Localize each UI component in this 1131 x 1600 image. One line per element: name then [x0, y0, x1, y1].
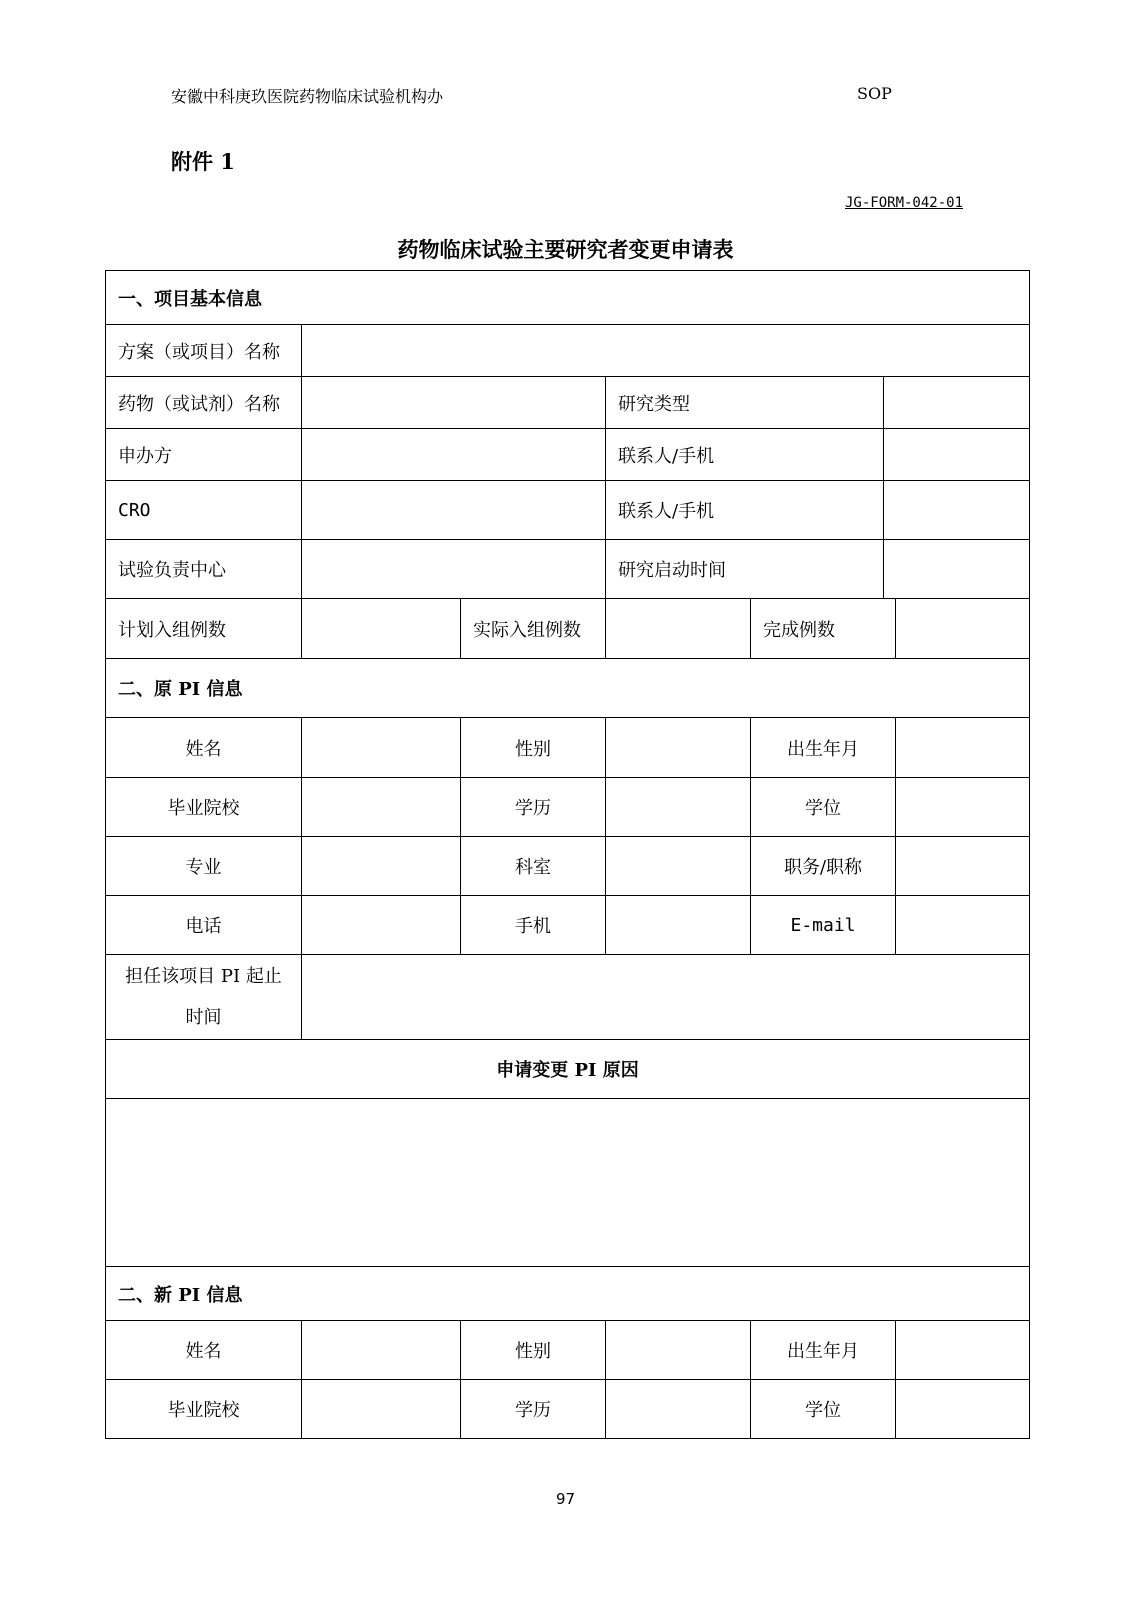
table-row: [106, 540, 1030, 599]
new-birth-label: 出生年月: [751, 1321, 896, 1380]
new-birth-field[interactable]: [896, 1321, 1030, 1380]
cro-contact-label: 联系人/手机: [606, 481, 884, 540]
orig-phone-label: 电话: [106, 896, 302, 955]
table-row: [106, 1380, 1030, 1439]
orig-school-field[interactable]: [302, 778, 461, 837]
page-number: 97: [555, 1490, 576, 1508]
start-time-field[interactable]: [884, 540, 1030, 599]
cro-contact-field[interactable]: [884, 481, 1030, 540]
change-reason-field[interactable]: [106, 1099, 1030, 1267]
section-original-pi-heading: 二、原 PI 信息: [106, 659, 1030, 718]
drug-name-label: 药物（或试剂）名称: [106, 377, 302, 429]
attachment-label: 附件 1: [171, 149, 235, 174]
pi-period-field[interactable]: [302, 955, 1030, 1040]
orig-department-label: 科室: [461, 837, 606, 896]
actual-enrollment-field[interactable]: [606, 599, 751, 659]
application-form-table: [105, 270, 1030, 1439]
lead-center-label: 试验负责中心: [106, 540, 302, 599]
table-row: [106, 837, 1030, 896]
table-row: [106, 1099, 1030, 1267]
table-row: [106, 1321, 1030, 1380]
table-row: [106, 377, 1030, 429]
orig-major-field[interactable]: [302, 837, 461, 896]
new-education-label: 学历: [461, 1380, 606, 1439]
drug-name-field[interactable]: [302, 377, 606, 429]
orig-email-label: E-mail: [751, 896, 896, 955]
table-row: [106, 481, 1030, 540]
actual-enrollment-label: 实际入组例数: [461, 599, 606, 659]
orig-birth-field[interactable]: [896, 718, 1030, 778]
new-degree-field[interactable]: [896, 1380, 1030, 1439]
section-new-pi-heading: 二、新 PI 信息: [106, 1267, 1030, 1321]
completed-label: 完成例数: [751, 599, 896, 659]
table-row: [106, 1040, 1030, 1099]
orig-education-field[interactable]: [606, 778, 751, 837]
sponsor-contact-field[interactable]: [884, 429, 1030, 481]
new-school-field[interactable]: [302, 1380, 461, 1439]
table-row: [106, 896, 1030, 955]
study-type-label: 研究类型: [606, 377, 884, 429]
table-row: [106, 955, 1030, 1040]
change-reason-heading: 申请变更 PI 原因: [106, 1040, 1030, 1099]
orig-education-label: 学历: [461, 778, 606, 837]
orig-degree-label: 学位: [751, 778, 896, 837]
pi-period-label-line1: 担任该项目 PI 起止: [125, 966, 282, 987]
header-doc-type: SOP: [857, 84, 892, 103]
table-row: [106, 429, 1030, 481]
protocol-name-label: 方案（或项目）名称: [106, 325, 302, 377]
form-title: 药物临床试验主要研究者变更申请表: [397, 237, 734, 262]
lead-center-field[interactable]: [302, 540, 606, 599]
planned-enrollment-field[interactable]: [302, 599, 461, 659]
orig-name-field[interactable]: [302, 718, 461, 778]
orig-phone-field[interactable]: [302, 896, 461, 955]
orig-mobile-label: 手机: [461, 896, 606, 955]
form-number: JG-FORM-042-01: [845, 195, 964, 211]
table-row: [106, 778, 1030, 837]
cro-label: CRO: [106, 481, 302, 540]
start-time-label: 研究启动时间: [606, 540, 884, 599]
sponsor-label: 申办方: [106, 429, 302, 481]
new-school-label: 毕业院校: [106, 1380, 302, 1439]
cro-field[interactable]: [302, 481, 606, 540]
pi-period-label-line2: 时间: [185, 1007, 222, 1028]
section-basic-info-heading: 一、项目基本信息: [106, 271, 1030, 325]
orig-school-label: 毕业院校: [106, 778, 302, 837]
table-row: [106, 599, 1030, 659]
completed-field[interactable]: [896, 599, 1030, 659]
new-name-label: 姓名: [106, 1321, 302, 1380]
sponsor-field[interactable]: [302, 429, 606, 481]
table-row: [106, 1267, 1030, 1321]
orig-gender-label: 性别: [461, 718, 606, 778]
orig-degree-field[interactable]: [896, 778, 1030, 837]
orig-mobile-field[interactable]: [606, 896, 751, 955]
orig-name-label: 姓名: [106, 718, 302, 778]
table-row: [106, 718, 1030, 778]
protocol-name-field[interactable]: [302, 325, 1030, 377]
new-education-field[interactable]: [606, 1380, 751, 1439]
orig-title-label: 职务/职称: [751, 837, 896, 896]
new-degree-label: 学位: [751, 1380, 896, 1439]
table-row: [106, 659, 1030, 718]
orig-gender-field[interactable]: [606, 718, 751, 778]
pi-period-label: [106, 955, 302, 1040]
planned-enrollment-label: 计划入组例数: [106, 599, 302, 659]
study-type-field[interactable]: [884, 377, 1030, 429]
new-gender-label: 性别: [461, 1321, 606, 1380]
table-row: [106, 271, 1030, 325]
orig-birth-label: 出生年月: [751, 718, 896, 778]
orig-email-field[interactable]: [896, 896, 1030, 955]
new-name-field[interactable]: [302, 1321, 461, 1380]
table-row: [106, 325, 1030, 377]
orig-major-label: 专业: [106, 837, 302, 896]
orig-department-field[interactable]: [606, 837, 751, 896]
orig-title-field[interactable]: [896, 837, 1030, 896]
new-gender-field[interactable]: [606, 1321, 751, 1380]
sponsor-contact-label: 联系人/手机: [606, 429, 884, 481]
header-organization: 安徽中科庚玖医院药物临床试验机构办: [171, 87, 444, 106]
